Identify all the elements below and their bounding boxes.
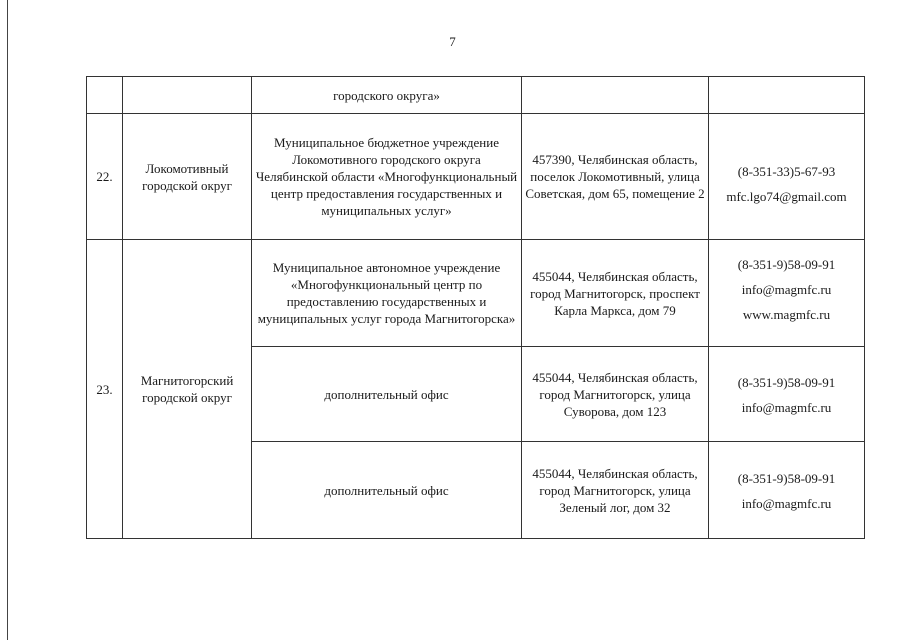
organization-name: дополнительный офис [252,347,522,442]
phone: (8-351-9)58-09-91 [737,374,836,390]
row-number: 22. [87,114,123,240]
email: mfc.lgo74@gmail.com [726,188,847,204]
row-number: 23. [87,240,123,539]
cell-address [522,77,709,114]
address: 457390, Челябинская область, поселок Локомотивный, улица Советская, дом 65, помещение 2 [522,114,709,240]
table-row-continuation [87,77,865,114]
page-number: 7 [449,34,456,49]
district-name: Локомотивный городской округ [123,114,252,240]
table-row-23-main [87,240,865,347]
email: info@magmfc.ru [741,495,832,511]
address: 455044, Челябинская область, город Магнитогорск, улица Суворова, дом 123 [522,347,709,442]
cell-district [123,77,252,114]
cell-org: городского округа» [252,77,522,114]
cell-contacts [709,77,865,114]
email: info@magmfc.ru [741,281,832,297]
email: info@magmfc.ru [741,399,832,415]
left-edge-line [7,0,8,640]
phone: (8-351-9)58-09-91 [737,256,836,272]
phone: (8-351-33)5-67-93 [737,163,836,179]
contacts [709,347,865,442]
organization-name: Муниципальное бюджетное учреждение Локомотивного городского округа Челябинской области «Многофункциональный центр предоставления государственных и муниципальных услуг» [252,114,522,240]
website: www.magmfc.ru [742,306,831,322]
cell-num [87,77,123,114]
contacts [709,114,865,240]
organization-name: дополнительный офис [252,442,522,539]
district-name: Магнитогорский городской округ [123,240,252,539]
address: 455044, Челябинская область, город Магнитогорск, улица Зеленый лог, дом 32 [522,442,709,539]
contacts [709,240,865,347]
address: 455044, Челябинская область, город Магнитогорск, проспект Карла Маркса, дом 79 [522,240,709,347]
mfc-registry-table [86,76,865,539]
organization-name: Муниципальное автономное учреждение «Многофункциональный центр по предоставлению государственных и муниципальных услуг города Магнитогорска» [252,240,522,347]
phone: (8-351-9)58-09-91 [737,470,836,486]
contacts [709,442,865,539]
table-row-22 [87,114,865,240]
